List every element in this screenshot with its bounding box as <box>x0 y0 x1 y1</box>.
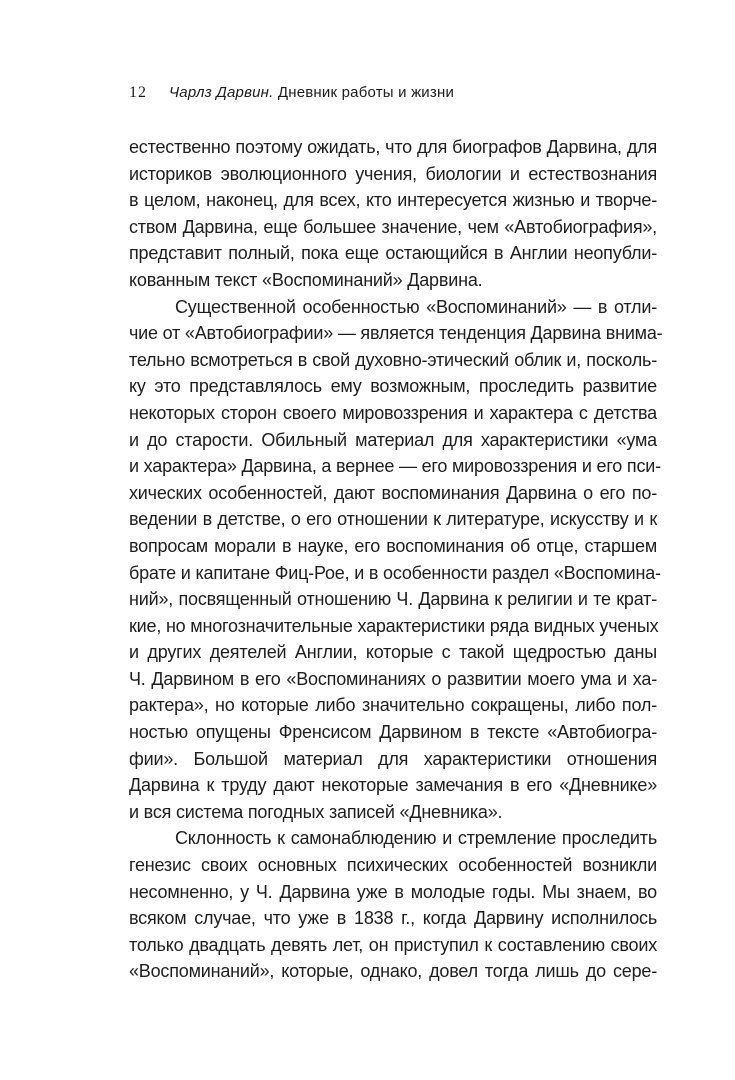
running-title <box>169 84 454 101</box>
text-line: и других деятелей Англии, которые с такой щедростью даны <box>129 642 657 663</box>
text-line: чие от «Автобиографии» — является тенденция Дарвина внима- <box>129 323 663 344</box>
text-line: и вся система погодных записей «Дневника». <box>129 801 503 822</box>
text-line: тельно всмотреться в свой духовно-этический облик и, посколь- <box>129 349 657 370</box>
text-line: несомненно, у Ч. Дарвина уже в молодые годы. Мы знаем, во <box>129 881 657 902</box>
text-line: фии». Большой материал для характеристики отношения <box>129 748 657 769</box>
page-number: 12 <box>129 84 147 101</box>
text-line: брате и капитане Фиц-Рое, и в особенности раздел «Воспомина- <box>129 562 661 583</box>
text-line: Дарвина к труду дают некоторые замечания в его «Дневнике» <box>129 775 657 796</box>
text-line: естественно поэтому ожидать, что для биографов Дарвина, для <box>129 137 657 157</box>
text-line: кие, но многозначительные характеристики ряда видных ученых <box>129 615 659 636</box>
body-text <box>129 134 663 985</box>
text-line: некоторых сторон своего мировоззрения и характера с детства <box>129 402 657 423</box>
text-line: ведении в детстве, о его отношении к литературе, искусству и к <box>129 509 657 530</box>
text-line: Ч. Дарвином в его «Воспоминаниях о развитии моего ума и ха- <box>129 668 657 689</box>
text-line: только двадцать девять лет, он приступил к составлению своих <box>129 934 657 955</box>
text-line: генезис своих основных психических особенностей возникли <box>129 855 657 876</box>
running-header <box>129 84 454 110</box>
text-line: в целом, наконец, для всех, кто интересуется жизнью и творче- <box>129 190 657 211</box>
running-title-book: Дневник работы и жизни <box>277 84 455 101</box>
text-line: ностью опущены Френсисом Дарвином в тексте «Автобиогра- <box>129 722 657 743</box>
text-line: историков эволюционного учения, биологии и естествознания <box>129 163 657 184</box>
text-line: всяком случае, что уже в 1838 г., когда Дарвину исполнилось <box>129 908 657 929</box>
text-line: «Воспоминаний», которые, однако, довел тогда лишь до сере- <box>129 961 657 982</box>
text-line: Склонность к самонаблюдению и стремление проследить <box>175 828 657 849</box>
text-line: вопросам морали в науке, его воспоминания об отце, старшем <box>129 535 657 556</box>
text-line: Существенной особенностью «Воспоминаний» — в отли- <box>175 296 657 317</box>
text-line: ку это представлялось ему возможным, проследить развитие <box>129 376 657 397</box>
text-line: ством Дарвина, еще большее значение, чем «Автобиография», <box>129 216 657 237</box>
running-title-author: Чарлз Дарвин. <box>169 84 274 101</box>
text-line: кованным текст «Воспоминаний» Дарвина. <box>129 269 483 290</box>
text-line: и характера» Дарвина, а вернее — его мировоззрения и его пси- <box>129 456 661 477</box>
paragraph <box>129 825 657 985</box>
text-line: ний», посвященный отношению Ч. Дарвина к религии и те крат- <box>129 589 657 610</box>
text-line: хических особенностей, дают воспоминания Дарвина о его по- <box>129 482 657 503</box>
text-line: представит полный, пока еще остающийся в Англии неопубли- <box>129 243 657 264</box>
text-line: и до старости. Обильный материал для характеристики «ума <box>129 429 657 450</box>
paragraph <box>129 134 657 294</box>
paragraph <box>129 294 663 826</box>
text-line: рактера», но которые либо значительно сокращены, либо пол- <box>129 695 657 716</box>
